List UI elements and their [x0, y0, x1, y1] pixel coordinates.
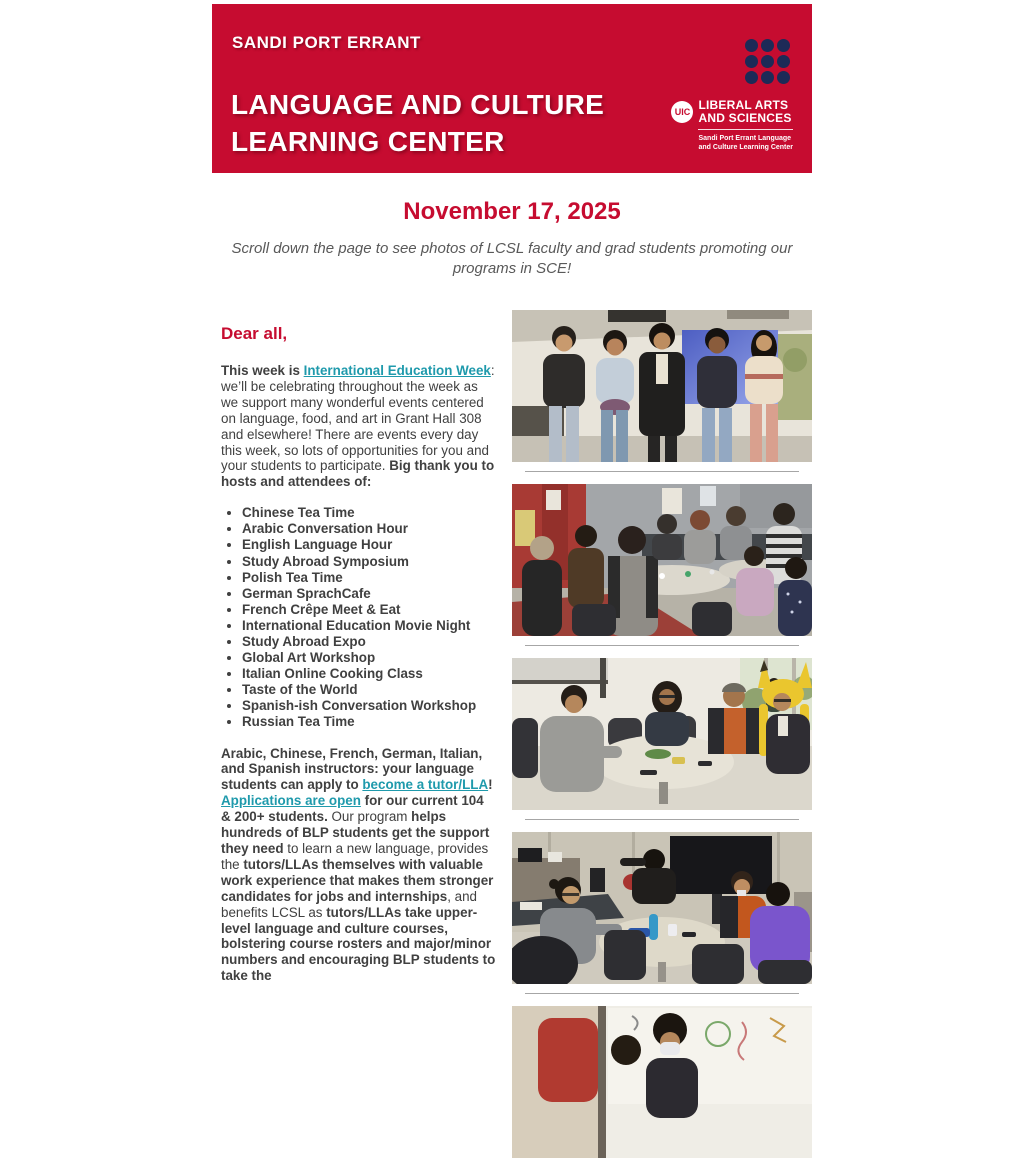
dot-icon	[777, 39, 790, 52]
dot-icon	[745, 55, 758, 68]
text-segment: Big thank you to hosts and attendees of:	[221, 458, 495, 490]
college-name-line2: AND SCIENCES	[698, 111, 792, 125]
photo-students-posing-group	[512, 310, 812, 462]
event-list-item: • Italian Online Cooking Class	[242, 666, 496, 682]
text-segment: Arabic, Chinese, French, German, Italian, and Spanish instructors: your language students can apply to	[221, 745, 483, 793]
logo-text-block	[698, 99, 793, 152]
event-list	[221, 505, 496, 730]
dot-icon	[761, 71, 774, 84]
text-segment: This week is	[221, 363, 304, 378]
dot-icon	[745, 39, 758, 52]
event-list-item: • French Crêpe Meet & Eat	[242, 602, 496, 618]
paragraph-tutor-lla	[221, 746, 496, 985]
inline-link[interactable]: International Education Week	[303, 363, 491, 378]
event-list-item: • Taste of the World	[242, 682, 496, 698]
banner-eyebrow: SANDI PORT ERRANT	[232, 33, 421, 52]
email-newsletter	[212, 0, 812, 1158]
photo-tv-room-table	[512, 832, 812, 984]
event-list-item: • Chinese Tea Time	[242, 505, 496, 521]
photo-divider	[525, 471, 799, 472]
photo-column	[512, 310, 812, 1158]
salutation: Dear all,	[221, 324, 288, 343]
intro-note: Scroll down the page to see photos of LCSL faculty and grad students promoting our programs in SCE!	[231, 240, 793, 277]
photo-whiteboard-workshop-illustration	[512, 1006, 812, 1158]
uic-las-logo	[671, 99, 793, 152]
event-list-item: • Global Art Workshop	[242, 650, 496, 666]
event-list-item: • Arabic Conversation Hour	[242, 521, 496, 537]
text-segment: to learn a new language, provides the	[221, 841, 489, 872]
college-name-line1: LIBERAL ARTS	[698, 98, 789, 112]
text-segment: : we’ll be celebrating throughout the week as we support many wonderful events centered on language, food, and art in Grant Hall 308 and elsewhere! There are events every day this week, so lots of opportunities for you and your students to participate.	[221, 363, 495, 474]
photo-divider	[525, 819, 799, 820]
event-list-item: • International Education Movie Night	[242, 618, 496, 634]
photo-table-pikachu-hat	[512, 658, 812, 810]
header-banner	[212, 4, 812, 173]
event-list-item: • English Language Hour	[242, 537, 496, 553]
event-list-item: • Study Abroad Symposium	[242, 554, 496, 570]
event-list-item: • German SprachCafe	[242, 586, 496, 602]
inline-link[interactable]: Applications are open	[221, 793, 361, 809]
event-list-item: • Russian Tea Time	[242, 714, 496, 730]
dot-icon	[777, 55, 790, 68]
dot-icon	[777, 71, 790, 84]
text-segment: , and benefits LCSL as	[221, 888, 477, 920]
photo-divider	[525, 993, 799, 994]
photo-divider	[525, 645, 799, 646]
text-segment: for our current 104 & 200+ students.	[221, 793, 484, 825]
paragraph-international-education-week	[221, 363, 496, 490]
dot-icon	[761, 39, 774, 52]
photo-tea-time-classroom-illustration	[512, 484, 812, 636]
date-heading: November 17, 2025	[403, 198, 621, 225]
center-name-line1: Sandi Port Errant Language	[698, 135, 792, 142]
center-name	[698, 129, 793, 152]
inline-link[interactable]: become a tutor/LLA	[362, 777, 489, 793]
photo-whiteboard-workshop	[512, 1006, 812, 1158]
text-segment: helps hundreds of BLP students get the support they need	[221, 809, 490, 856]
event-list-item: • Study Abroad Expo	[242, 634, 496, 650]
body-columns	[212, 310, 812, 1158]
dots-grid-icon	[745, 39, 790, 84]
event-list-item: • Spanish-ish Conversation Workshop	[242, 698, 496, 714]
photo-tv-room-table-illustration	[512, 832, 812, 984]
uic-circle-logo-icon: UIC	[671, 101, 693, 123]
banner-title-line2: LEARNING CENTER	[231, 126, 505, 157]
banner-title	[231, 86, 604, 160]
photo-tea-time-classroom	[512, 484, 812, 636]
center-name-line2: and Culture Learning Center	[698, 144, 793, 151]
college-name	[698, 99, 793, 125]
text-segment: Our program	[331, 809, 412, 825]
text-segment: tutors/LLAs themselves with valuable work experience that makes them stronger candidates for jobs and internships	[221, 856, 494, 904]
photo-table-pikachu-hat-illustration	[512, 658, 812, 810]
dot-icon	[761, 55, 774, 68]
event-list-item: • Polish Tea Time	[242, 570, 496, 586]
dot-icon	[745, 71, 758, 84]
text-segment: tutors/LLAs take upper-level language and culture courses, bolstering course rosters and major/minor numbers and encouraging BLP students to take the	[221, 904, 496, 984]
text-segment: !	[488, 777, 493, 793]
letter-column	[212, 310, 512, 1158]
photo-students-posing-illustration	[512, 310, 812, 462]
banner-title-line1: LANGUAGE AND CULTURE	[231, 89, 605, 120]
